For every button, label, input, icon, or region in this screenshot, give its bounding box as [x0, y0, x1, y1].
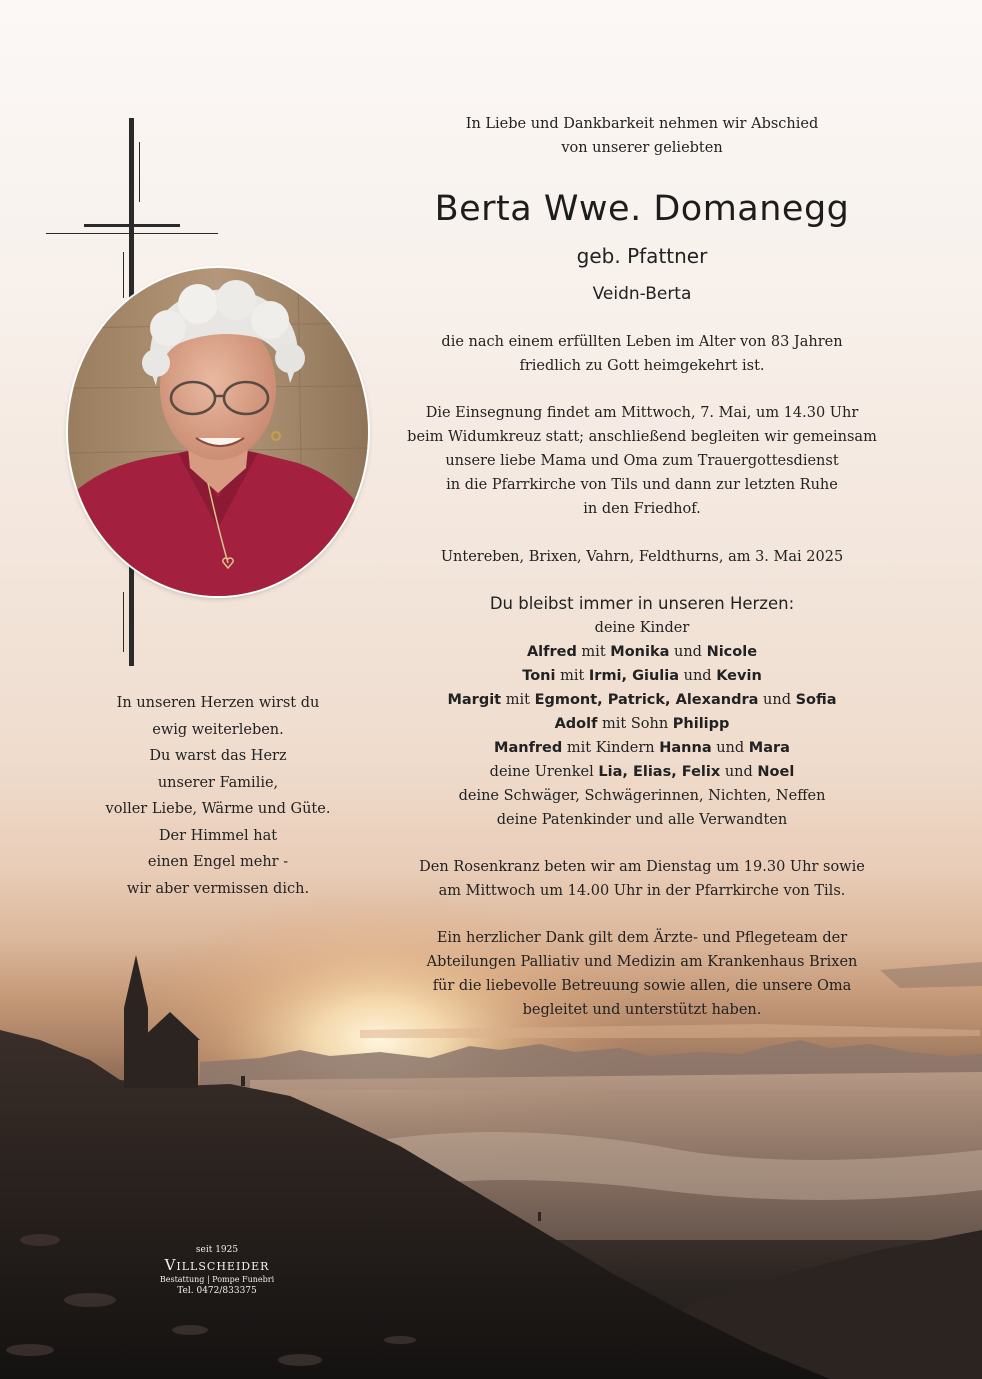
- text-line: die nach einem erfüllten Leben im Alter von 83 Jahren: [441, 334, 843, 350]
- intro-line: von unserer geliebten: [561, 140, 723, 156]
- text-line: Den Rosenkranz beten wir am Dienstag um 19.30 Uhr sowie: [419, 859, 865, 875]
- thanks-paragraph: [392, 926, 892, 1022]
- logo-telephone: Tel. 0472/833375: [177, 1286, 257, 1296]
- family-line: Toni mit Irmi, Giulia und Kevin: [522, 668, 762, 684]
- logo-since: seit 1925: [195, 1245, 239, 1255]
- age-paragraph: [392, 330, 892, 378]
- nickname: Veidn-Berta: [592, 284, 692, 304]
- poem-line: einen Engel mehr -: [147, 854, 289, 870]
- family-line: Margit mit Egmont, Patrick, Alexandra und Sofia: [447, 692, 837, 708]
- poem-line: voller Liebe, Wärme und Güte.: [105, 801, 331, 817]
- memorial-poem: [88, 690, 348, 902]
- place-date: Untereben, Brixen, Vahrn, Feldthurns, am 3. Mai 2025: [440, 549, 844, 565]
- intro-line: In Liebe und Dankbarkeit nehmen wir Abschied: [465, 116, 819, 132]
- family-line: deine Urenkel Lia, Elias, Felix und Noel: [489, 764, 795, 780]
- text-line: in den Friedhof.: [583, 501, 701, 517]
- funeral-paragraph: [392, 401, 892, 521]
- text-line: für die liebevolle Betreuung sowie allen, die unsere Oma: [432, 978, 852, 994]
- text-line: Die Einsegnung findet am Mittwoch, 7. Mai, um 14.30 Uhr: [425, 405, 859, 421]
- text-line: in die Pfarrkirche von Tils und dann zur letzten Ruhe: [446, 477, 838, 493]
- funeral-home-logo: [132, 1245, 302, 1298]
- family-line: deine Patenkinder und alle Verwandten: [496, 812, 788, 828]
- logo-name: Villscheider: [164, 1256, 270, 1274]
- poem-line: Du warst das Herz: [149, 748, 287, 764]
- text-line: am Mittwoch um 14.00 Uhr in der Pfarrkirche von Tils.: [438, 883, 846, 899]
- deceased-name: Berta Wwe. Domanegg: [434, 189, 850, 229]
- family-line: Alfred mit Monika und Nicole: [526, 644, 758, 660]
- family-line: Manfred mit Kindern Hanna und Mara: [494, 740, 790, 756]
- hiker-figure: [538, 1212, 541, 1221]
- text-line: Ein herzlicher Dank gilt dem Ärzte- und Pflegeteam der: [436, 930, 848, 946]
- family-line: deine Schwäger, Schwägerinnen, Nichten, Neffen: [458, 788, 826, 804]
- logo-subtitle: Bestattung | Pompe Funebri: [159, 1275, 275, 1284]
- poem-line: ewig weiterleben.: [152, 721, 284, 738]
- intro-text: [412, 112, 872, 160]
- family-line: deine Kinder: [594, 620, 690, 636]
- text-line: beim Widumkreuz statt; anschließend begleiten wir gemeinsam: [407, 429, 877, 445]
- cloud-streak: [880, 962, 982, 988]
- rosary-paragraph: [392, 855, 892, 903]
- maiden-name: geb. Pfattner: [576, 244, 708, 268]
- portrait-photo: [68, 268, 368, 596]
- poem-line: In unseren Herzen wirst du: [116, 695, 320, 711]
- poem-line: wir aber vermissen dich.: [126, 880, 310, 897]
- text-line: Abteilungen Palliativ und Medizin am Krankenhaus Brixen: [426, 954, 858, 970]
- poem-line: Der Himmel hat: [158, 827, 278, 844]
- text-line: unsere liebe Mama und Oma zum Trauergottesdienst: [445, 453, 839, 469]
- family-heading: Du bleibst immer in unseren Herzen:: [489, 594, 795, 613]
- text-line: begleitet und unterstützt haben.: [522, 1002, 762, 1018]
- text-line: friedlich zu Gott heimgekehrt ist.: [519, 358, 765, 374]
- family-line: Adolf mit Sohn Philipp: [554, 716, 730, 732]
- poem-line: unserer Familie,: [157, 774, 279, 791]
- hiker-figure: [241, 1076, 245, 1086]
- family-list: [392, 616, 892, 832]
